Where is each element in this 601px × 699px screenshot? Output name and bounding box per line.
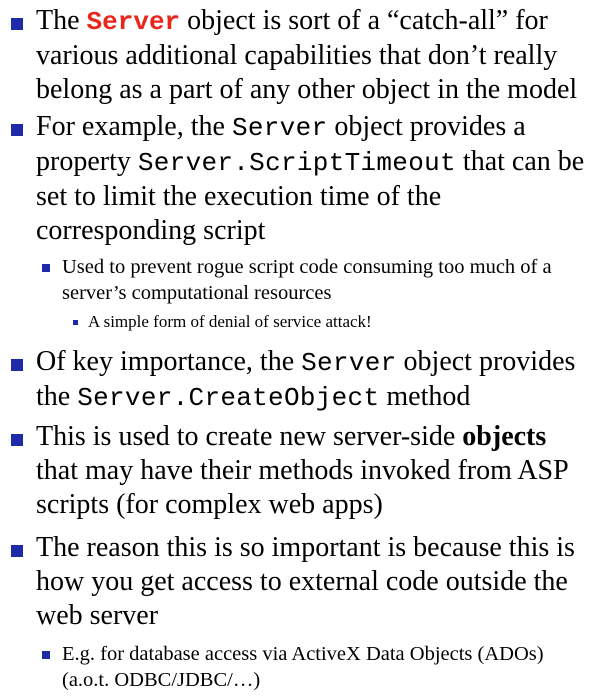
square-bullet-icon <box>73 320 78 325</box>
text-fragment: object is sort of a “catch-all” for various additional capabilities that don’t really belong as a part of any other object in the model <box>36 5 578 105</box>
server-code: Server <box>301 348 397 378</box>
text-fragment: For example, the <box>36 111 232 142</box>
bullet-text <box>36 110 591 248</box>
text-fragment: method <box>379 381 471 412</box>
square-bullet-icon <box>11 545 23 557</box>
bullet-text <box>36 420 591 522</box>
create-object-code: Server.CreateObject <box>77 383 380 413</box>
bullet-text: E.g. for database access via ActiveX Data Objects (ADOs) (a.o.t. ODBC/JDBC/…) <box>62 643 544 691</box>
objects-emphasis: objects <box>462 421 547 452</box>
square-bullet-icon <box>11 18 23 30</box>
square-bullet-icon <box>42 264 50 272</box>
bullet-text: Used to prevent rogue script code consuming too much of a server’s computational resources <box>62 256 552 304</box>
square-bullet-icon <box>11 124 23 136</box>
bullet-text: A simple form of denial of service attack! <box>88 312 372 331</box>
server-keyword: Server <box>86 7 181 37</box>
square-bullet-icon <box>11 359 23 371</box>
text-fragment: that can be set to limit the execution time of the corresponding script <box>36 146 585 246</box>
bullet-text: The reason this is so important is because this is how you get access to external code outside the web server <box>36 532 575 631</box>
bullet-text <box>36 345 591 415</box>
text-fragment: object provides a property <box>36 111 526 177</box>
text-fragment: object provides the <box>36 346 576 412</box>
text-fragment: This is used to create new server-side <box>36 421 463 452</box>
square-bullet-icon <box>42 651 50 659</box>
square-bullet-icon <box>11 434 23 446</box>
text-fragment: that may have their methods invoked from ASP scripts (for complex web apps) <box>36 455 568 520</box>
text-fragment: Of key importance, the <box>36 346 302 377</box>
text-fragment: The <box>36 5 87 36</box>
server-code: Server <box>231 113 328 143</box>
bullet-text <box>36 4 591 107</box>
script-timeout-code: Server.ScriptTimeout <box>137 148 456 178</box>
